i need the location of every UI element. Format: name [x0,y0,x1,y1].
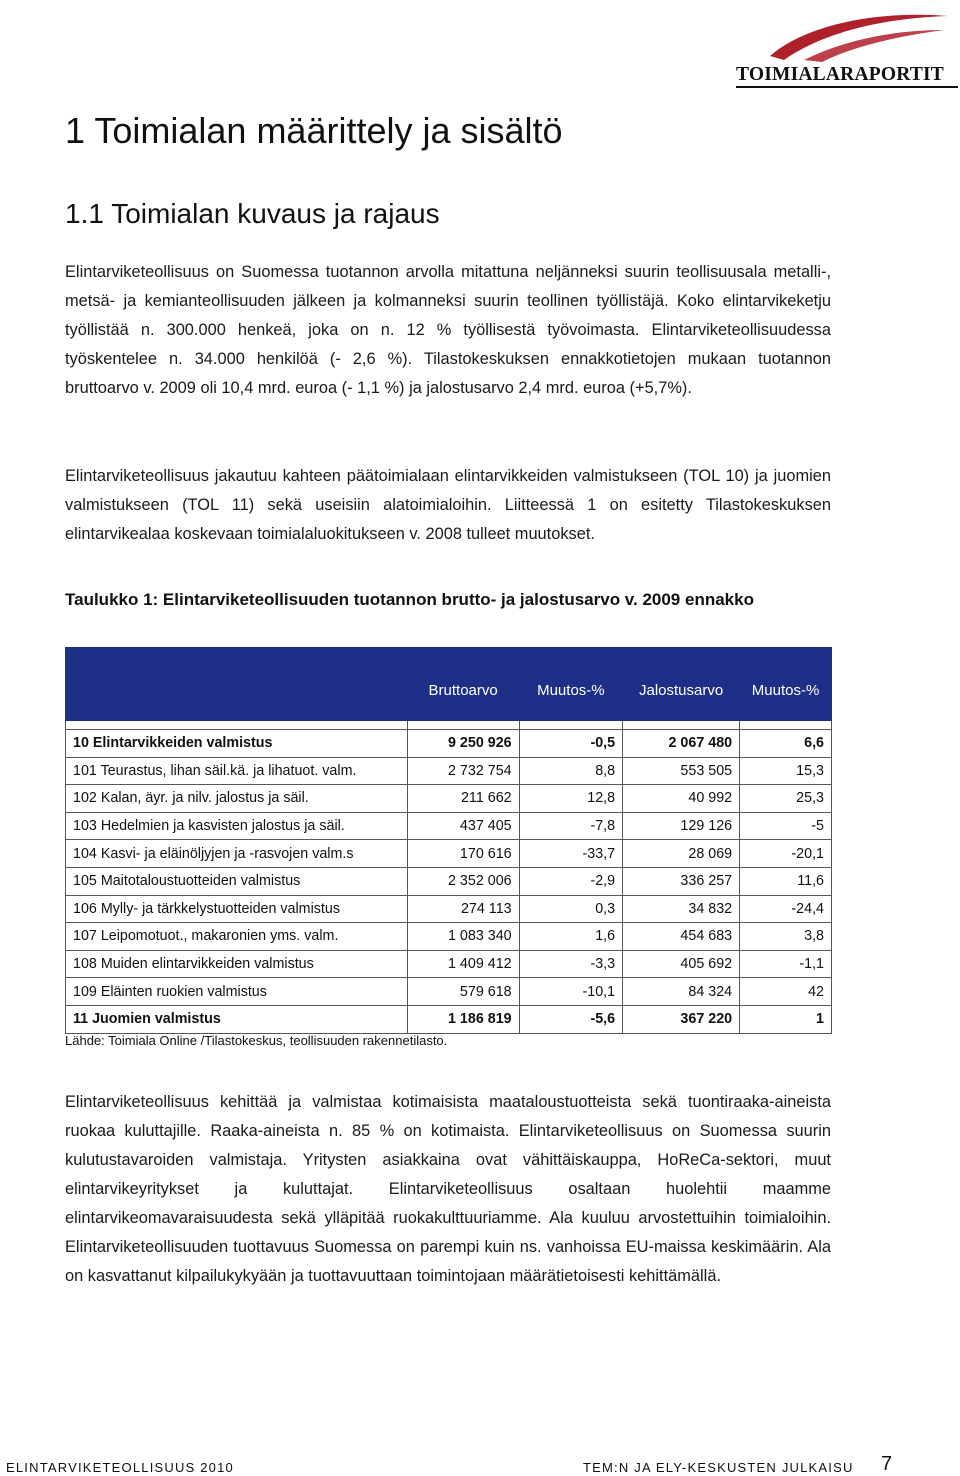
row-label: 102 Kalan, äyr. ja nilv. jalostus ja säil. [66,785,408,813]
header-jalostusarvo: Jalostusarvo [623,648,740,721]
header-muutos-2: Muutos-% [740,648,832,721]
table-header-row [66,648,832,721]
cell-jalostusarvo: 34 832 [623,895,740,923]
cell-bruttoarvo: 1 083 340 [407,923,519,951]
cell-bruttoarvo: 274 113 [407,895,519,923]
cell-muutos-2: 3,8 [740,923,832,951]
cell-jalostusarvo: 336 257 [623,867,740,895]
cell-muutos-2: -1,1 [740,950,832,978]
table-row [66,757,832,785]
table-body [66,721,832,1034]
cell-muutos-1: 0,3 [519,895,623,923]
closing-paragraph: Elintarviketeollisuus kehittää ja valmistaa kotimaisista maataloustuotteista sekä tuontiraaka-aineista ruokaa kuluttajille. Raaka-aineista n. 85 % on kotimaista. Elintarviketeollisuus on Suomessa suurin kulutustavaroiden valmistaja. Yritysten asiakkaina ovat vähittäiskauppa, HoReCa-sektori, muut elintarvikeyritykset ja kuluttajat. Elintarviketeollisuus osaltaan huolehtii maamme elintarvikeomavaraisuudesta sekä ylläpitää ruokakulttuuriamme. Ala kuuluu arvostettuihin toimialoihin. Elintarviketeollisuuden tuottavuus Suomessa on parempi kuin ns. vanhoissa EU-maissa keskimäärin. Ala on kasvattanut kilpailukykyään ja tuottavuuttaan toimintojaan määrätietoisesti kehittämällä. [65,1093,831,1285]
cell-muutos-1: -5,6 [519,1005,623,1033]
logo-rule [736,86,958,88]
cell-muutos-2: -5 [740,812,832,840]
section-title: 1.1 Toimialan kuvaus ja rajaus [65,198,440,229]
structure-paragraph: Elintarviketeollisuus jakautuu kahteen päätoimialaan elintarvikkeiden valmistukseen (TOL 10) ja juomien valmistukseen (TOL 11) sekä useisiin alatoimialoihin. Liitteessä 1 on esitetty Tilastokeskuksen elintarvikealaa koskevaan toimialaluokitukseen v. 2008 tulleet muutokset. [65,467,831,543]
cell-bruttoarvo: 211 662 [407,785,519,813]
row-label: 103 Hedelmien ja kasvisten jalostus ja säil. [66,812,408,840]
cell-bruttoarvo: 437 405 [407,812,519,840]
page-number: 7 [881,1453,893,1475]
header-muutos-1: Muutos-% [519,648,623,721]
cell-jalostusarvo: 84 324 [623,978,740,1006]
row-label: 108 Muiden elintarvikkeiden valmistus [66,950,408,978]
row-label: 11 Juomien valmistus [66,1005,408,1033]
table-row [66,730,832,758]
header-bruttoarvo: Bruttoarvo [407,648,519,721]
cell-muutos-1: -33,7 [519,840,623,868]
cell-jalostusarvo: 553 505 [623,757,740,785]
table-row [66,978,832,1006]
table-row [66,867,832,895]
cell-jalostusarvo: 28 069 [623,840,740,868]
row-label: 10 Elintarvikkeiden valmistus [66,730,408,758]
intro-paragraph: Elintarviketeollisuus on Suomessa tuotannon arvolla mitattuna neljänneksi suurin teollisuusala metalli-, metsä- ja kemianteollisuuden jälkeen ja kolmanneksi suurin teollinen työllistäjä. Koko elintarvikeketju työllistää n. 300.000 henkeä, joka on n. 12 % työllisestä työvoimasta. Elintarviketeollisuudessa työskentelee n. 34.000 henkilöä (- 2,6 %). Tilastokeskuksen ennakkotietojen mukaan tuotannon bruttoarvo v. 2009 oli 10,4 mrd. euroa (- 1,1 %) ja jalostusarvo 2,4 mrd. euroa (+5,7%). [65,263,831,397]
table-row [66,923,832,951]
cell-muutos-1: -0,5 [519,730,623,758]
cell-muutos-2: 25,3 [740,785,832,813]
cell-jalostusarvo: 40 992 [623,785,740,813]
table-row [66,950,832,978]
cell-jalostusarvo: 454 683 [623,923,740,951]
row-label: 106 Mylly- ja tärkkelystuotteiden valmistus [66,895,408,923]
cell-muutos-2: 1 [740,1005,832,1033]
header-label [66,648,408,721]
production-value-table [65,647,832,1034]
cell-bruttoarvo: 2 352 006 [407,867,519,895]
cell-muutos-1: -2,9 [519,867,623,895]
page-title: 1 Toimialan määrittely ja sisältö [65,110,563,151]
row-label: 104 Kasvi- ja eläinöljyjen ja -rasvojen valm.s [66,840,408,868]
cell-jalostusarvo: 405 692 [623,950,740,978]
row-label: 107 Leipomotuot., makaronien yms. valm. [66,923,408,951]
cell-muutos-1: -7,8 [519,812,623,840]
cell-muutos-1: 8,8 [519,757,623,785]
cell-muutos-1: 12,8 [519,785,623,813]
cell-bruttoarvo: 579 618 [407,978,519,1006]
table-row [66,895,832,923]
table-row [66,812,832,840]
cell-muutos-2: 42 [740,978,832,1006]
cell-muutos-2: -24,4 [740,895,832,923]
cell-bruttoarvo: 2 732 754 [407,757,519,785]
table-row [66,840,832,868]
cell-muutos-1: -10,1 [519,978,623,1006]
footer-publication: ELINTARVIKETEOLLISUUS 2010 [6,1460,234,1475]
cell-muutos-2: 11,6 [740,867,832,895]
logo-wordmark: TOIMIALARAPORTIT [736,64,945,85]
table-row [66,785,832,813]
cell-jalostusarvo: 2 067 480 [623,730,740,758]
cell-bruttoarvo: 170 616 [407,840,519,868]
cell-bruttoarvo: 1 186 819 [407,1005,519,1033]
footer-publisher: TEM:N JA ELY-KESKUSTEN JULKAISU [583,1460,854,1475]
table-spacer [66,721,832,730]
logo-swoosh-icon [764,6,954,64]
cell-muutos-2: -20,1 [740,840,832,868]
cell-jalostusarvo: 129 126 [623,812,740,840]
row-label: 109 Eläinten ruokien valmistus [66,978,408,1006]
cell-muutos-2: 6,6 [740,730,832,758]
cell-muutos-2: 15,3 [740,757,832,785]
row-label: 105 Maitotaloustuotteiden valmistus [66,867,408,895]
cell-bruttoarvo: 9 250 926 [407,730,519,758]
source-note: Lähde: Toimiala Online /Tilastokeskus, teollisuuden rakennetilasto. [65,1033,448,1048]
row-label: 101 Teurastus, lihan säil.kä. ja lihatuot. valm. [66,757,408,785]
cell-jalostusarvo: 367 220 [623,1005,740,1033]
cell-muutos-1: -3,3 [519,950,623,978]
cell-bruttoarvo: 1 409 412 [407,950,519,978]
toimialaraportit-logo [736,6,958,86]
table-caption: Taulukko 1: Elintarviketeollisuuden tuotannon brutto- ja jalostusarvo v. 2009 ennakko [65,590,754,609]
table-row [66,1005,832,1033]
cell-muutos-1: 1,6 [519,923,623,951]
